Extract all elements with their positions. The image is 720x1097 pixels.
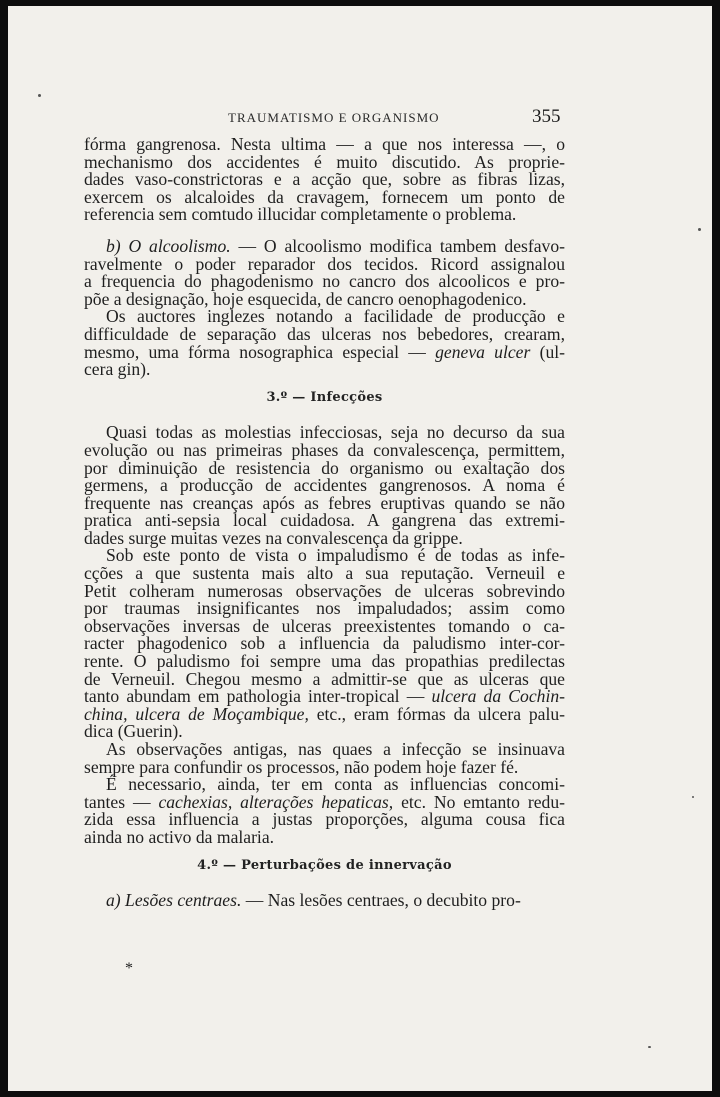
text-line: pratica anti-sepsia local cuidadosa. A gangrena das extremi- (84, 510, 565, 531)
text-line: põe a designação, hoje esquecida, de cancro oenophagodenico. (84, 288, 527, 309)
paragraph-impaludismo (84, 547, 565, 741)
paragraph-english-authors (84, 308, 565, 378)
text-line: a frequencia do phagodenismo no cancro dos alcoolicos e pro- (84, 271, 565, 292)
paragraph-infections (84, 424, 565, 547)
text-line: rente. O paludismo foi sempre uma das propathias predilectas (84, 651, 565, 672)
text-line: b) O alcoolismo. — O alcoolismo modifica tambem desfavo- (106, 235, 565, 256)
running-title: TRAUMATISMO E ORGANISMO (228, 110, 440, 125)
text-line: Sob este ponto de vista o impaludismo é de todas as infe- (106, 545, 565, 566)
text-line: por traumas insignificantes nos impaludados; assim como (84, 598, 565, 619)
paragraph-gangrenous-form (84, 136, 565, 224)
text-line: dades surge muitas vezes na convalescença da grippe. (84, 527, 463, 548)
text-line: Petit colheram numerosas observações de ulceras sobrevindo (84, 580, 565, 601)
text-line: ainda no activo da malaria. (84, 826, 275, 847)
paper-speck (38, 94, 41, 97)
text-line: difficuldade de separação das ulceras nos bebedores, crearam, (84, 323, 565, 344)
text-line: referencia sem comtudo illucidar completamente o problema. (84, 204, 517, 225)
text-line: china, ulcera de Moçambique, etc., eram fórmas da ulcera palu- (84, 703, 565, 724)
text-line: mesmo, uma fórma nosographica especial — geneva ulcer (ul- (84, 341, 566, 362)
section-heading-infeccoes: 3.º — Infecções (266, 389, 383, 405)
text-line: mechanismo dos accidentes é muito discutido. As proprie- (84, 151, 565, 172)
text-line: fórma gangrenosa. Nesta ultima — a que nos interessa —, o (84, 134, 565, 154)
text-line: Os auctores inglezes notando a facilidade de producção e (106, 306, 565, 327)
text-line: Quasi todas as molestias infecciosas, seja no decurso da sua (106, 422, 565, 443)
paragraph-central-lesions (84, 892, 565, 910)
paper-speck (648, 1046, 651, 1048)
text-line: dades vaso-constrictoras e a acção que, sobre as fibras lizas, (84, 169, 565, 190)
paper-speck (698, 228, 701, 231)
text-line: zida essa influencia a justas proporções, alguma cousa fica (84, 809, 565, 830)
paper-speck (692, 796, 694, 798)
text-line: cera gin). (84, 359, 151, 380)
book-page (8, 6, 712, 1091)
paragraph-old-observations (84, 741, 565, 776)
footnote-mark: * (125, 960, 133, 977)
subsection-label: b) O alcoolismo. (106, 235, 231, 256)
text-line: tantes — cachexias, alterações hepaticas, etc. No emtanto redu- (84, 791, 565, 812)
text-line: cções a que sustenta mais alto a sua reputação. Verneuil e (84, 563, 565, 584)
page-header (8, 108, 712, 132)
text-line: exercem os alcaloides da cravagem, fornecem um ponto de (84, 186, 565, 207)
text-line: evolução ou nas primeiras phases da convalescença, permittem, (84, 439, 565, 460)
text-line: As observações antigas, nas quaes a infecção se insinuava (106, 739, 565, 759)
text-line: observações inversas de ulceras preexistentes tomando o ca- (84, 615, 565, 636)
page-number: 355 (532, 106, 561, 127)
paragraph-alcoholism (84, 235, 565, 309)
text-line: tanto abundam em pathologia inter-tropical — ulcera da Cochin- (84, 686, 565, 707)
text-line: ravelmente o poder reparador dos tecidos. Ricord assignalou (84, 253, 565, 274)
subsection-label: a) Lesões centraes. (106, 890, 242, 911)
text-line: dica (Guerin). (84, 721, 183, 742)
text-line: É necessario, ainda, ter em conta as influencias concomi- (106, 774, 565, 795)
text-line: frequente nas creanças após as febres eruptivas quando se não (84, 492, 565, 513)
text-line: sempre para confundir os processos, não podem hoje fazer fé. (84, 756, 519, 777)
section-heading-innervacao: 4.º — Perturbações de innervação (197, 857, 452, 873)
text-line: a) Lesões centraes. — Nas lesões centraes, o decubito pro- (106, 890, 521, 911)
text-line: de Verneuil. Chegou mesmo a admittir-se que as ulceras que (84, 668, 565, 689)
body-text (84, 136, 565, 910)
paragraph-concomitant-influences (84, 776, 565, 846)
text-line: germens, a producção de accidentes gangrenosos. A noma é (84, 475, 565, 496)
text-line: racter phagodenico sob a influencia da paludismo inter-cor- (84, 633, 565, 654)
text-line: por diminuição de resistencia do organismo ou exaltação dos (84, 457, 565, 478)
